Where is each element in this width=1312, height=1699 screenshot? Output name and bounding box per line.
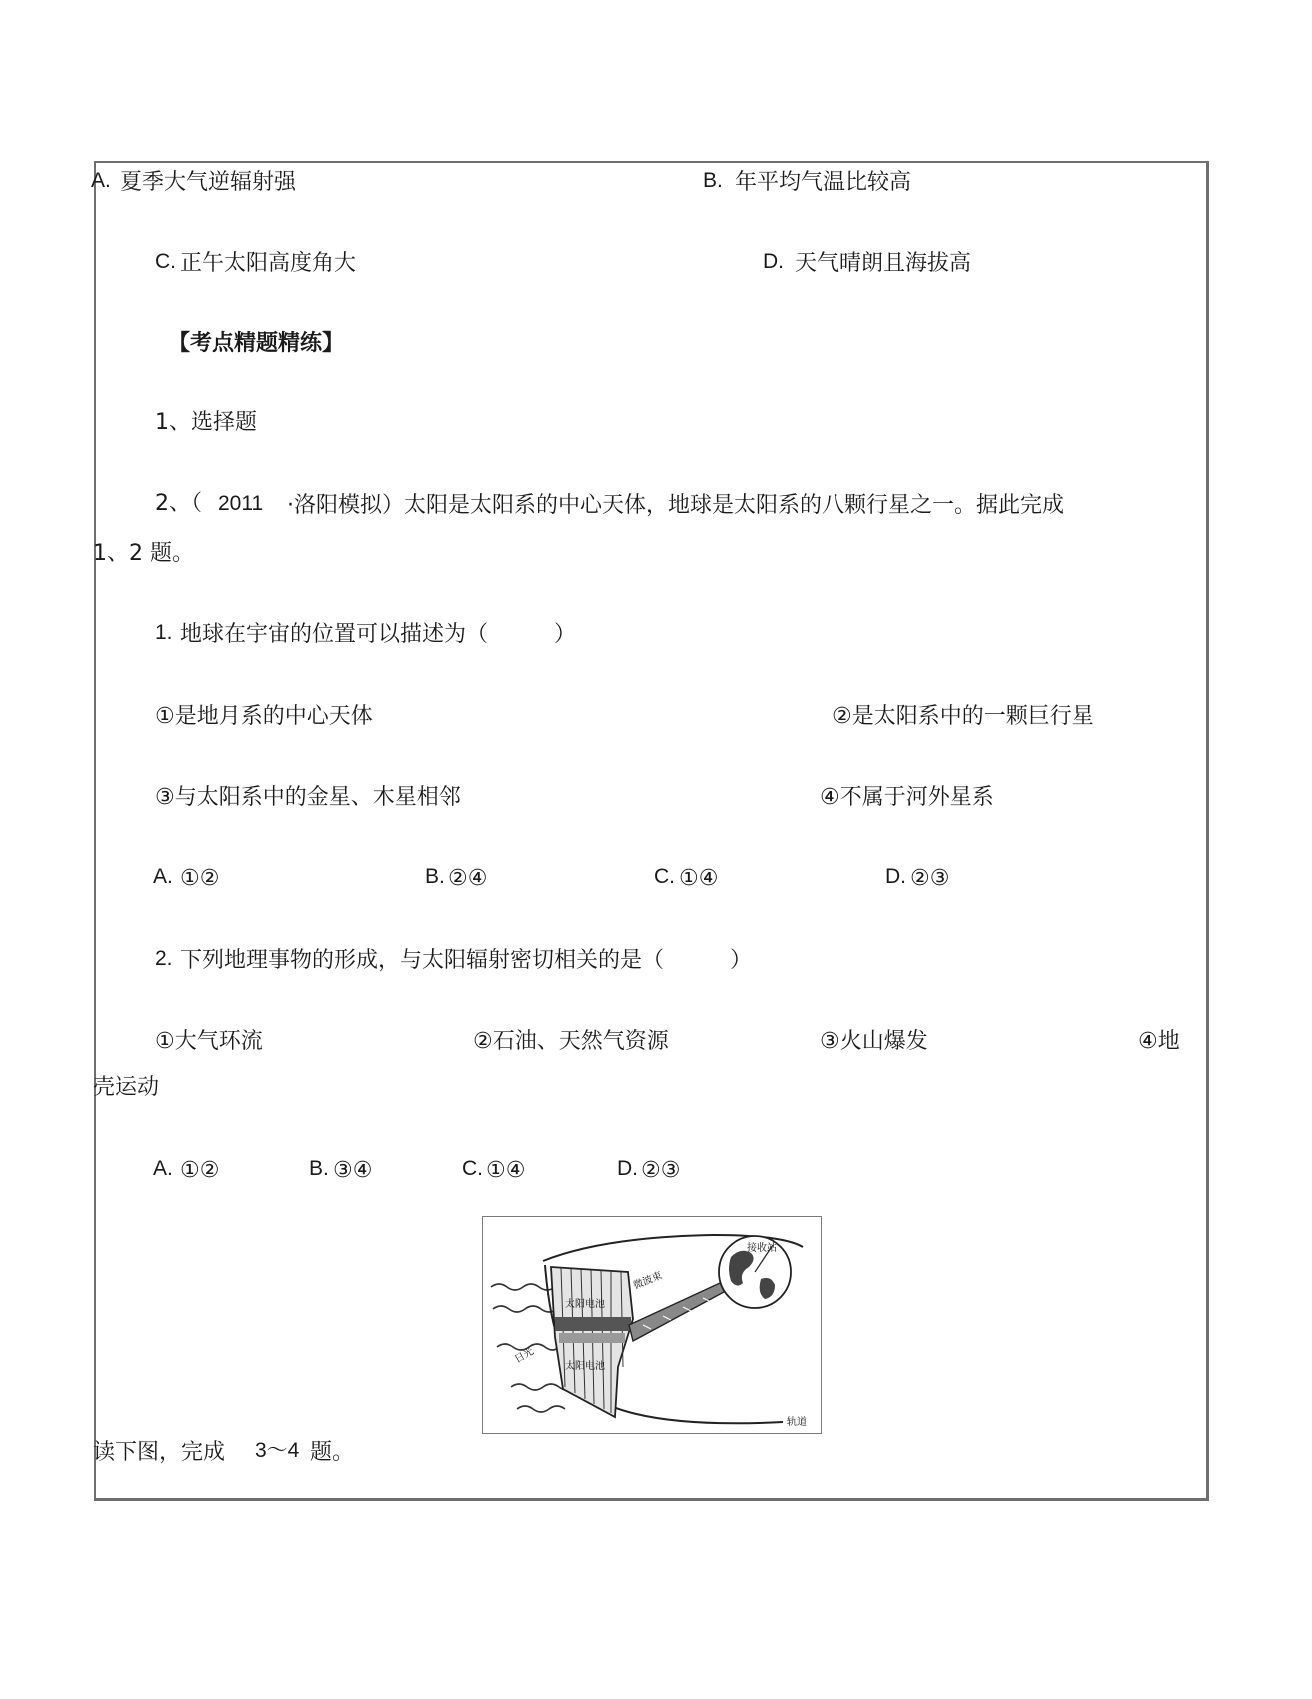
- q1-option-b: ②④: [448, 866, 488, 891]
- q1-statement-1: ①是地月系的中心天体: [155, 704, 373, 729]
- q1-number: 1.: [155, 621, 173, 644]
- q2-stem: 下列地理事物的形成，与太阳辐射密切相关的是（ ）: [180, 948, 753, 973]
- q1-option-b-letter: B.: [425, 865, 445, 888]
- intro-text: ·洛阳模拟）太阳是太阳系的中心天体，地球是太阳系的八颗行星之一。据此完成: [287, 493, 1064, 518]
- q2-option-c-letter: C.: [462, 1157, 483, 1180]
- read-prompt-suffix: 题。: [310, 1440, 355, 1465]
- q1-option-c: ①④: [679, 866, 719, 891]
- q1-statement-4: ④不属于河外星系: [820, 785, 994, 810]
- label-sunlight: 日光: [513, 1346, 536, 1366]
- q1-option-d: ②③: [910, 866, 950, 891]
- section-title: 【考点精题精练】: [168, 331, 345, 356]
- q2-option-a: ①②: [180, 1158, 220, 1183]
- read-prompt-range: 3～4: [255, 1439, 300, 1462]
- intro-line2: 1、2 题。: [93, 541, 194, 566]
- label-panel-top: 太阳电池: [565, 1299, 605, 1310]
- label-orbit: 轨道: [787, 1417, 807, 1428]
- q2-statement-4b: 壳运动: [93, 1075, 160, 1100]
- q1-stem: 地球在宇宙的位置可以描述为（ ）: [180, 622, 577, 647]
- read-prompt-text: 读下图，完成: [93, 1440, 226, 1465]
- option-d-text: 天气晴朗且海拔高: [795, 251, 972, 276]
- q1-option-c-letter: C.: [654, 865, 675, 888]
- option-c-text: 正午太阳高度角大: [180, 251, 357, 276]
- q2-option-a-letter: A.: [153, 1157, 173, 1180]
- q1-statement-3: ③与太阳系中的金星、木星相邻: [155, 785, 461, 810]
- q2-statement-2: ②石油、天然气资源: [473, 1029, 669, 1054]
- option-d-letter: D.: [763, 250, 784, 273]
- solar-panel: [551, 1267, 633, 1417]
- solar-satellite-figure: [482, 1216, 822, 1434]
- q2-option-b: ③④: [333, 1158, 373, 1183]
- q2-option-b-letter: B.: [309, 1157, 329, 1180]
- intro-prefix: 2、（: [155, 491, 202, 516]
- q2-statement-1: ①大气环流: [155, 1029, 263, 1054]
- label-receiver: 接收站: [747, 1243, 777, 1254]
- q2-option-c: ①④: [486, 1158, 526, 1183]
- q1-option-a: ①②: [180, 866, 220, 891]
- option-b-text: 年平均气温比较高: [735, 170, 912, 195]
- option-a-text: 夏季大气逆辐射强: [120, 170, 297, 195]
- label-panel-bottom: 太阳电池: [565, 1361, 605, 1372]
- q2-number: 2.: [155, 947, 173, 970]
- q2-option-d-letter: D.: [617, 1157, 638, 1180]
- option-c-letter: C.: [155, 250, 176, 273]
- q1-statement-2: ②是太阳系中的一颗巨行星: [832, 704, 1094, 729]
- q2-statement-4a: ④地: [1138, 1029, 1180, 1054]
- option-b-letter: B.: [703, 169, 723, 192]
- intro-year: 2011: [218, 492, 264, 515]
- q2-statement-3: ③火山爆发: [820, 1029, 928, 1054]
- item-choice-heading: 1、选择题: [155, 410, 257, 435]
- q1-option-d-letter: D.: [885, 865, 906, 888]
- q1-option-a-letter: A.: [153, 865, 173, 888]
- option-a-letter: A.: [91, 169, 111, 192]
- q2-option-d: ②③: [641, 1158, 681, 1183]
- label-microwave: 微波束: [632, 1270, 664, 1292]
